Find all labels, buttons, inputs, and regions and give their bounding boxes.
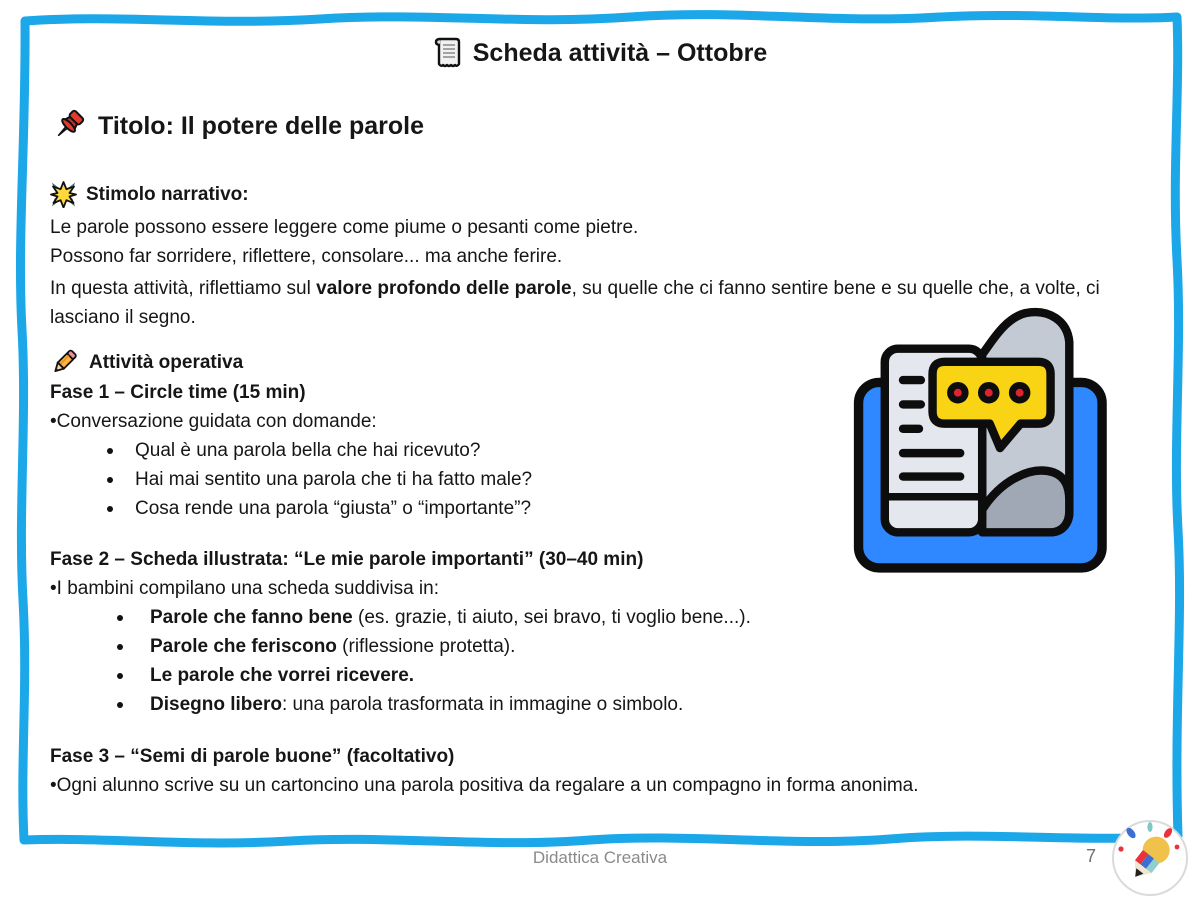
fase1-item-text: Cosa rende una parola “giusta” o “importante”? xyxy=(135,498,532,519)
fase2-item xyxy=(50,690,910,719)
activity-title-row xyxy=(52,108,424,144)
star-icon xyxy=(50,181,77,208)
section-fase3 xyxy=(50,742,1150,800)
stimolo-paragraph-bold: valore profondo delle parole xyxy=(316,278,572,299)
fase1-intro: •Conversazione guidata con domande: xyxy=(50,411,377,432)
page-header xyxy=(0,36,1200,70)
fase2-title: Fase 2 – Scheda illustrata: “Le mie parole importanti” (30–40 min) xyxy=(50,549,644,570)
fase1-item xyxy=(50,494,850,523)
stimolo-line-1: Le parole possono essere leggere come piume o pesanti come pietre. xyxy=(50,217,639,238)
fase2-item-bold: Disegno libero xyxy=(150,694,282,715)
pushpin-icon xyxy=(52,108,88,144)
section-fase2 xyxy=(50,545,910,719)
fase3-intro: •Ogni alunno scrive su un cartoncino una parola positiva da regalare a un compagno in forma anonima. xyxy=(50,775,919,796)
fase2-item-rest: (riflessione protetta). xyxy=(336,636,516,657)
section-attivita xyxy=(50,348,850,523)
activity-title: Titolo: Il potere delle parole xyxy=(98,111,424,140)
stimolo-heading: Stimolo narrativo: xyxy=(86,183,249,205)
bullet-dot xyxy=(117,673,123,679)
bullet-dot xyxy=(117,615,123,621)
fase2-item-bold: Parole che fanno bene xyxy=(150,607,353,628)
fase2-item xyxy=(50,661,910,690)
stimolo-paragraph-post: , su quelle che ci fanno sentire bene e su quelle che, a volte, ci lasciano il segno. xyxy=(50,278,1100,328)
fase1-item xyxy=(50,465,850,494)
pencil-icon xyxy=(50,348,80,378)
bullet-dot xyxy=(117,644,123,650)
footer-text: Didattica Creativa xyxy=(532,848,668,867)
bullet-dot xyxy=(107,506,113,512)
page-title: Scheda attività – Ottobre xyxy=(472,38,768,67)
fase2-intro: •I bambini compilano una scheda suddivisa in: xyxy=(50,578,439,599)
open-book-with-speech-bubble-illustration xyxy=(835,300,1135,581)
stimolo-paragraph-pre: In questa attività, riflettiamo sul xyxy=(50,278,317,299)
fase2-item-rest: : una parola trasformata in immagine o simbolo. xyxy=(281,694,684,715)
creative-pencil-bulb-logo xyxy=(1110,818,1190,898)
fase1-item xyxy=(50,436,850,465)
fase2-item xyxy=(50,603,910,632)
page-number: 7 xyxy=(1086,846,1097,866)
fase1-item-text: Qual è una parola bella che hai ricevuto? xyxy=(135,440,481,461)
fase1-title: Fase 1 – Circle time (15 min) xyxy=(50,382,306,403)
bullet-dot xyxy=(107,448,113,454)
fase2-item-bold: Le parole che vorrei ricevere. xyxy=(150,665,415,686)
fase1-item-text: Hai mai sentito una parola che ti ha fatto male? xyxy=(135,469,533,490)
bullet-dot xyxy=(117,702,123,708)
fase3-title: Fase 3 – “Semi di parole buone” (facoltativo) xyxy=(50,746,455,767)
attivita-heading: Attività operativa xyxy=(89,352,244,373)
fase2-item xyxy=(50,632,910,661)
fase2-item-rest: (es. grazie, ti aiuto, sei bravo, ti voglio bene...). xyxy=(352,607,751,628)
stimolo-line-2: Possono far sorridere, riflettere, consolare... ma anche ferire. xyxy=(50,246,563,267)
bullet-dot xyxy=(107,477,113,483)
fase2-item-bold: Parole che feriscono xyxy=(150,636,337,657)
scroll-icon xyxy=(433,36,463,70)
